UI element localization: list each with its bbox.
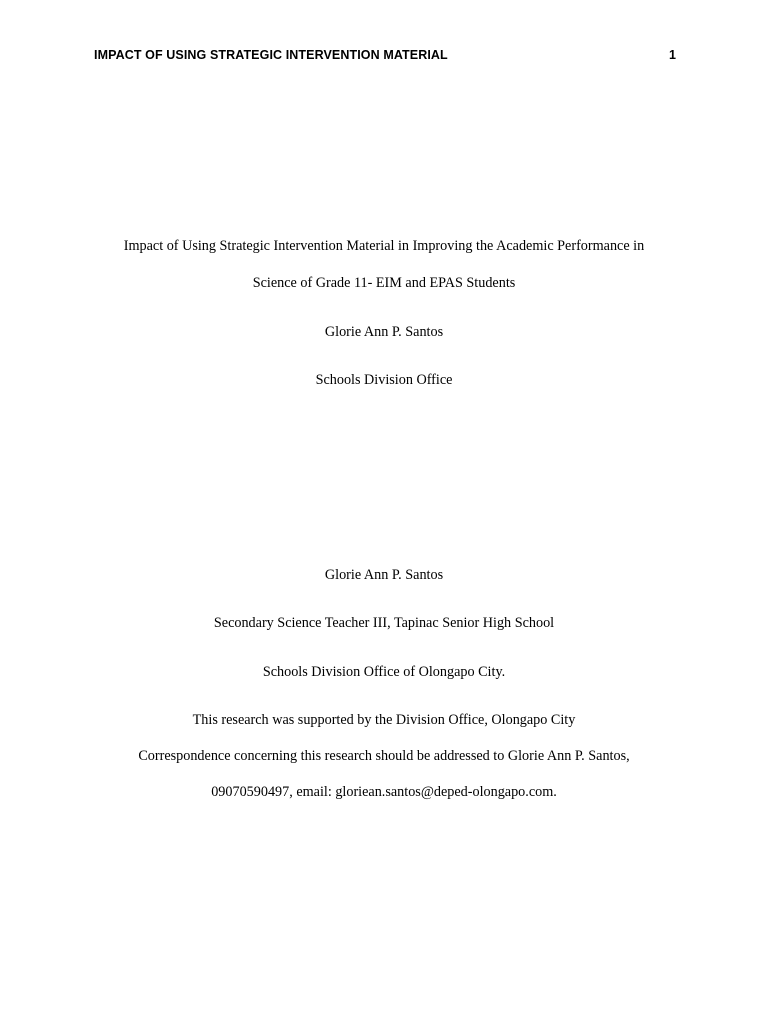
institutional-affiliation: Schools Division Office <box>315 372 453 388</box>
author-note-correspondence-line-2: 09070590497, email: gloriean.santos@deped-olongapo.com. <box>211 784 557 800</box>
author-note-correspondence-line-1: Correspondence concerning this research should be addressed to Glorie Ann P. Santos, <box>138 748 630 764</box>
author-name: Glorie Ann P. Santos <box>324 324 444 340</box>
running-head: IMPACT OF USING STRATEGIC INTERVENTION MATERIAL <box>94 48 448 62</box>
page-number: 1 <box>669 48 676 62</box>
author-note-office: Schools Division Office of Olongapo City. <box>262 664 506 680</box>
title-line-2: Science of Grade 11- EIM and EPAS Students <box>252 275 516 291</box>
author-note-name: Glorie Ann P. Santos <box>324 567 444 583</box>
author-note-position: Secondary Science Teacher III, Tapinac Senior High School <box>213 615 555 631</box>
author-note-support: This research was supported by the Division Office, Olongapo City <box>192 712 576 728</box>
title-line-1: Impact of Using Strategic Intervention Material in Improving the Academic Performance in <box>123 238 645 254</box>
